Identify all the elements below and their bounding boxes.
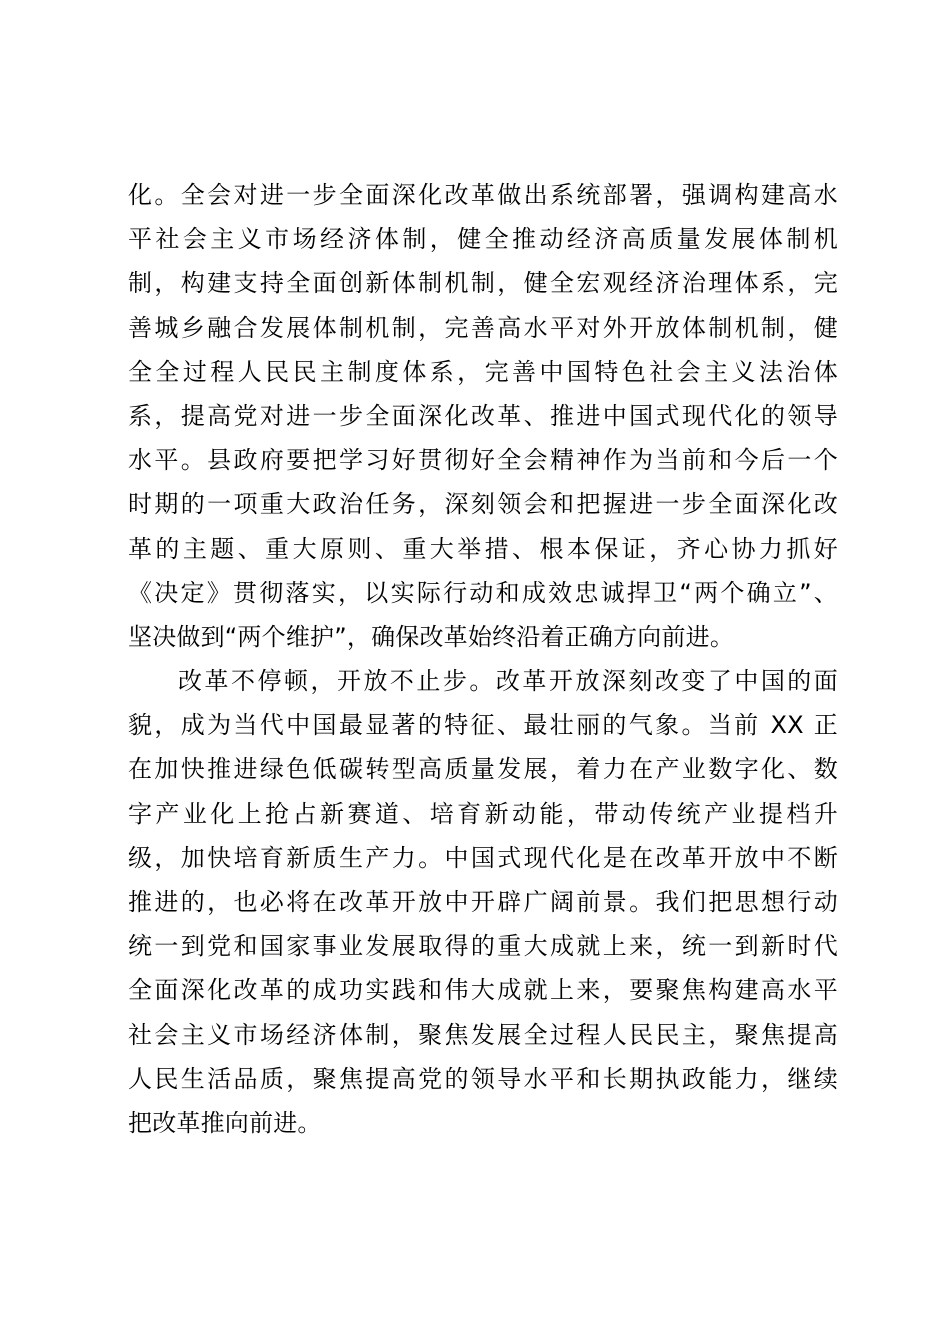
paragraph-line: 坚决做到“两个维护”，确保改革始终沿着正确方向前进。	[128, 622, 735, 651]
paragraph-line: 貌，成为当代中国最显著的特征、最壮丽的气象。当前 XX 正	[128, 711, 838, 740]
paragraph-line: 在加快推进绿色低碳转型高质量发展，着力在产业数字化、数	[128, 755, 838, 784]
paragraph-line: 平社会主义市场经济体制，健全推动经济高质量发展体制机	[128, 225, 838, 254]
paragraph-line: 改革不停顿，开放不止步。改革开放深刻改变了中国的面	[178, 667, 838, 696]
paragraph-line: 全全过程人民民主制度体系，完善中国特色社会主义法治体	[128, 357, 838, 386]
paragraph-line: 社会主义市场经济体制，聚焦发展全过程人民民主，聚焦提高	[128, 1020, 838, 1049]
paragraph-line: 级，加快培育新质生产力。中国式现代化是在改革开放中不断	[128, 843, 838, 872]
paragraph-line: 推进的，也必将在改革开放中开辟广阔前景。我们把思想行动	[128, 888, 838, 916]
paragraph-line: 革的主题、重大原则、重大举措、根本保证，齐心协力抓好	[128, 534, 838, 563]
paragraph-line: 字产业化上抢占新赛道、培育新动能，带动传统产业提档升	[128, 799, 838, 828]
paragraph-line: 时期的一项重大政治任务，深刻领会和把握进一步全面深化改	[128, 490, 838, 519]
document-body	[128, 173, 838, 1145]
paragraph-line: 制，构建支持全面创新体制机制，健全宏观经济治理体系，完	[128, 269, 838, 298]
paragraph-line: 化。全会对进一步全面深化改革做出系统部署，强调构建高水	[128, 181, 838, 209]
paragraph-line: 全面深化改革的成功实践和伟大成就上来，要聚焦构建高水平	[128, 976, 838, 1005]
paragraph-line: 善城乡融合发展体制机制，完善高水平对外开放体制机制，健	[128, 313, 838, 342]
paragraph-line: 系，提高党对进一步全面深化改革、推进中国式现代化的领导	[128, 401, 838, 430]
paragraph-2	[128, 659, 838, 1145]
paragraph-line: 水平。县政府要把学习好贯彻好全会精神作为当前和今后一个	[128, 446, 838, 475]
paragraph-line: 人民生活品质，聚焦提高党的领导水平和长期执政能力，继续	[128, 1064, 838, 1093]
paragraph-line: 统一到党和国家事业发展取得的重大成就上来，统一到新时代	[128, 932, 838, 961]
paragraph-line: 《决定》贯彻落实，以实际行动和成效忠诚捍卫“两个确立”、	[128, 578, 838, 607]
paragraph-1	[128, 173, 838, 659]
paragraph-line: 把改革推向前进。	[128, 1108, 322, 1137]
